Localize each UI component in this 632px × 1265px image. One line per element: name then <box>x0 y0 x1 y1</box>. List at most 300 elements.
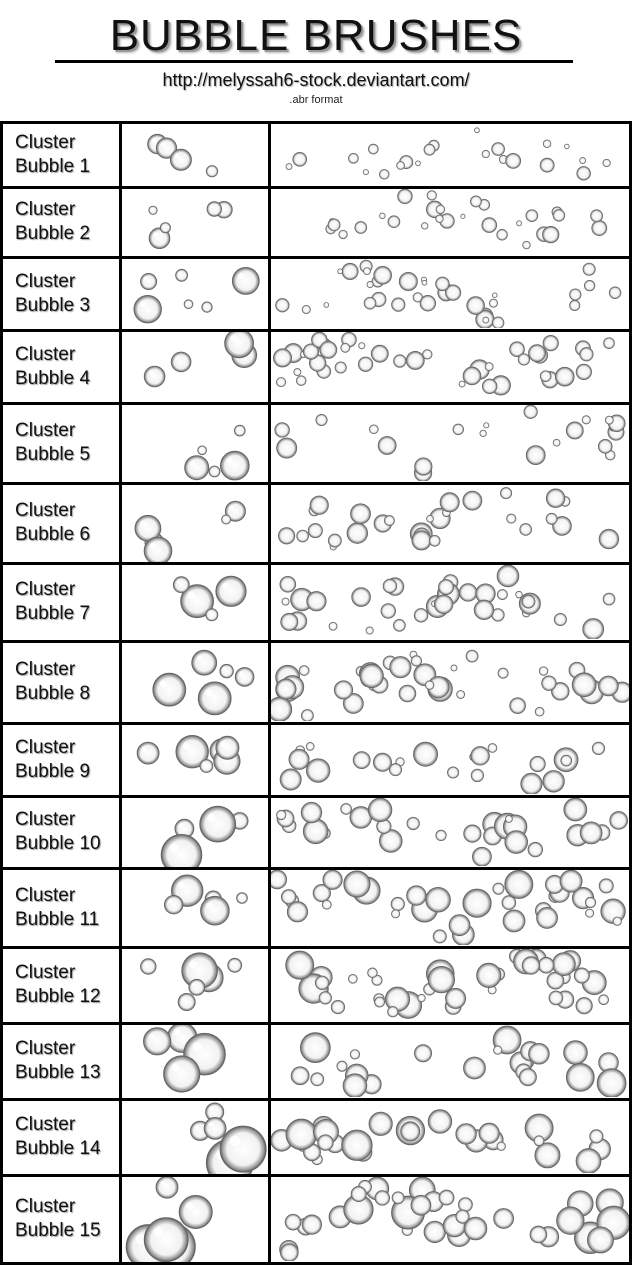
bubble <box>364 297 376 309</box>
bubble <box>528 344 545 361</box>
bubble <box>271 870 287 889</box>
brush-name-cell <box>2 868 121 947</box>
brush-preview-cell <box>121 947 270 1023</box>
bubble <box>472 847 491 866</box>
bubble-stroke-sample <box>271 798 629 867</box>
bubble <box>421 222 428 229</box>
brush-row <box>2 257 631 330</box>
bubble <box>488 743 497 752</box>
bubble <box>375 1190 390 1205</box>
bubble <box>471 746 490 765</box>
title-underline <box>55 60 573 63</box>
brush-name-cell <box>2 1175 121 1263</box>
bubble <box>216 736 239 759</box>
bubble <box>399 685 416 702</box>
bubble-highlight <box>224 516 226 518</box>
bubble-highlight <box>183 742 190 749</box>
brush-preview-cell <box>121 1099 270 1175</box>
bubble <box>287 901 307 921</box>
bubble-stroke-sample <box>271 643 629 722</box>
bubble-highlight <box>152 138 156 142</box>
bubble <box>517 220 522 225</box>
bubble <box>554 613 566 625</box>
bubble <box>359 342 365 348</box>
bubble-highlight <box>230 1135 240 1145</box>
bubble-highlight <box>150 542 156 548</box>
bubble <box>453 424 464 435</box>
brush-name-line2: Bubble 6 <box>15 524 91 545</box>
bubble <box>552 952 575 975</box>
bubble <box>425 681 434 690</box>
bubble <box>543 140 551 148</box>
bubble <box>368 798 392 822</box>
bubble-highlight <box>144 276 148 280</box>
brush-name-line2: Bubble 4 <box>15 367 91 389</box>
bubble-highlight <box>163 224 165 226</box>
bubble-highlight <box>192 982 196 986</box>
bubble <box>424 144 435 155</box>
bubble <box>342 1130 373 1161</box>
bubble <box>285 1214 301 1230</box>
bubble <box>463 889 491 917</box>
bubble <box>149 206 157 214</box>
brush-name-cell <box>2 187 121 257</box>
bubble-highlight <box>178 271 181 274</box>
bubble <box>164 895 183 914</box>
bubble <box>331 1000 345 1014</box>
bubble <box>590 1129 604 1143</box>
brush-stroke-sample-cell <box>270 563 631 641</box>
bubble <box>368 968 378 978</box>
bubble <box>522 595 535 608</box>
bubble <box>474 128 479 133</box>
bubble-highlight <box>188 591 195 598</box>
bubble <box>209 466 220 477</box>
bubble <box>276 377 285 386</box>
bubble <box>534 1135 544 1145</box>
bubble <box>497 589 507 599</box>
bubble <box>564 1040 588 1064</box>
bubble <box>436 205 445 214</box>
brush-preview-cell <box>121 257 270 330</box>
bubble <box>492 143 505 156</box>
bubble <box>179 1195 212 1228</box>
bubble-highlight <box>200 447 202 449</box>
bubble <box>302 305 310 313</box>
bubble <box>522 956 540 974</box>
brush-stroke-sample-cell <box>270 796 631 868</box>
bubble <box>599 529 619 549</box>
brush-name-line1: Cluster <box>15 343 76 365</box>
bubble <box>557 1207 585 1235</box>
bubble <box>449 914 470 935</box>
bubble-highlight <box>222 582 229 589</box>
brush-stroke-sample-cell <box>270 868 631 947</box>
bubble <box>436 215 444 223</box>
bubble <box>352 587 371 606</box>
bubble-cluster-preview <box>122 870 268 946</box>
bubble <box>160 222 170 232</box>
bubble-cluster-preview <box>122 725 268 795</box>
bubble <box>493 883 504 894</box>
bubble <box>477 963 501 987</box>
bubble-highlight <box>174 1029 181 1036</box>
bubble <box>524 405 538 419</box>
bubble <box>484 422 489 427</box>
bubble <box>342 263 358 279</box>
brush-name-cell <box>2 1099 121 1175</box>
bubble <box>497 1142 506 1151</box>
bubble <box>604 337 615 348</box>
bubble <box>566 422 583 439</box>
bubble <box>389 763 401 775</box>
bubble <box>447 767 458 778</box>
bubble <box>277 438 297 458</box>
file-format: .abr format <box>289 94 343 106</box>
bubble <box>570 300 580 310</box>
bubble <box>549 991 563 1005</box>
bubble <box>398 189 413 204</box>
brush-name-line1: Cluster <box>15 884 76 906</box>
bubble <box>343 1073 367 1097</box>
brush-stroke-sample-cell <box>270 257 631 330</box>
bubble-highlight <box>239 894 241 896</box>
brush-row <box>2 187 631 257</box>
bubble <box>466 650 478 662</box>
bubble <box>170 149 191 170</box>
bubble-cluster-preview <box>122 643 268 722</box>
bubble <box>540 370 551 381</box>
bubble <box>566 1063 594 1091</box>
bubble <box>324 302 329 307</box>
bubble <box>436 277 450 291</box>
bubble-highlight <box>179 823 183 827</box>
bubble-highlight <box>189 960 197 968</box>
bubble <box>394 354 407 367</box>
bubble <box>335 362 346 373</box>
brush-row <box>2 483 631 563</box>
bubble <box>348 153 358 163</box>
brush-preview-cell <box>121 187 270 257</box>
brush-stroke-sample-cell <box>270 483 631 563</box>
bubble <box>278 527 295 544</box>
bubble <box>286 1119 317 1150</box>
brush-name-line2: Bubble 8 <box>15 683 91 704</box>
bubble <box>192 650 217 675</box>
bubble <box>306 742 314 750</box>
bubble <box>598 676 618 696</box>
bubble <box>220 451 249 480</box>
brush-stroke-sample-cell <box>270 330 631 403</box>
bubble <box>206 608 218 620</box>
bubble-highlight <box>237 427 239 429</box>
bubble <box>334 680 352 698</box>
brush-row <box>2 1175 631 1263</box>
bubble <box>280 1243 298 1261</box>
brush-preview-cell <box>121 563 270 641</box>
brush-preview-cell <box>121 403 270 483</box>
bubble <box>530 1226 547 1243</box>
bubble <box>296 375 306 385</box>
bubble <box>497 229 508 240</box>
bubble <box>564 144 569 149</box>
bubble <box>538 957 554 973</box>
bubble <box>519 1068 536 1085</box>
brush-row <box>2 1023 631 1099</box>
bubble <box>498 668 508 678</box>
bubble <box>319 991 332 1004</box>
bubble <box>322 900 331 909</box>
brush-row <box>2 563 631 641</box>
bubble <box>570 289 582 301</box>
bubble <box>407 817 420 830</box>
bubble <box>415 458 433 476</box>
bubble <box>276 298 290 312</box>
bubble <box>426 887 451 912</box>
bubble-highlight <box>238 273 244 279</box>
bubble <box>489 299 497 307</box>
brush-name-line1: Cluster <box>15 1196 76 1217</box>
bubble <box>216 576 246 606</box>
bubble-stroke-sample <box>271 189 629 256</box>
bubble <box>580 822 602 844</box>
bubble <box>337 1061 347 1071</box>
brush-row <box>2 403 631 483</box>
bubble <box>397 161 405 169</box>
bubble <box>198 445 207 454</box>
bubble <box>291 1066 309 1084</box>
bubble-highlight <box>182 997 186 1001</box>
bubble <box>348 974 357 983</box>
bubble <box>457 690 465 698</box>
brush-name-line2: Bubble 10 <box>15 833 101 854</box>
bubble <box>366 627 373 634</box>
brush-name-line1: Cluster <box>15 420 76 441</box>
bubble-highlight <box>151 207 153 209</box>
bubble <box>353 751 370 768</box>
bubble <box>493 1045 502 1054</box>
bubble <box>583 618 604 639</box>
bubble <box>369 1112 392 1135</box>
bubble-highlight <box>231 961 234 964</box>
bubble-highlight <box>161 142 165 146</box>
bubble <box>379 213 385 219</box>
bubble-stroke-sample <box>271 332 629 402</box>
bubble <box>500 487 511 498</box>
bubble <box>539 666 548 675</box>
bubble <box>198 681 231 714</box>
bubble <box>528 842 543 857</box>
bubble <box>344 871 370 897</box>
bubble <box>315 976 329 990</box>
bubble <box>358 357 373 372</box>
bubble <box>438 579 453 594</box>
bubble <box>546 513 557 524</box>
bubble <box>390 656 411 677</box>
bubble <box>412 530 431 549</box>
bubble <box>406 351 424 369</box>
bubble-highlight <box>209 1122 214 1127</box>
bubble-stroke-sample <box>271 870 629 946</box>
bubble <box>445 988 465 1008</box>
bubble <box>164 1055 200 1091</box>
bubble-highlight <box>205 689 212 696</box>
brush-stroke-sample-cell <box>270 124 631 187</box>
brush-name-line2: Bubble 14 <box>15 1138 101 1159</box>
bubble-stroke-sample <box>271 405 629 482</box>
bubble <box>603 593 615 605</box>
brush-name-cell <box>2 124 121 187</box>
bubble <box>350 1049 360 1059</box>
bubble <box>613 917 622 926</box>
bubble <box>521 773 542 794</box>
bubble-highlight <box>161 1180 166 1185</box>
bubble <box>414 1044 431 1061</box>
bubble <box>507 514 516 523</box>
bubble <box>564 798 587 821</box>
bubble <box>310 496 328 514</box>
brush-name-line1: Cluster <box>15 131 76 153</box>
brush-table <box>0 124 632 1265</box>
bubble <box>609 287 621 299</box>
bubble <box>599 878 613 892</box>
bubble <box>363 267 370 274</box>
bubble-cluster-preview <box>122 565 268 640</box>
bubble <box>222 514 231 523</box>
bubble <box>275 422 290 437</box>
bubble <box>161 834 202 867</box>
bubble <box>360 664 384 688</box>
bubble-highlight <box>178 881 185 888</box>
bubble <box>204 1117 226 1139</box>
bubble <box>318 1134 334 1150</box>
brush-name-line1: Cluster <box>15 659 76 680</box>
bubble <box>173 576 189 592</box>
bubble-highlight <box>227 457 233 463</box>
brush-stroke-sample-cell <box>270 947 631 1023</box>
bubble <box>388 215 400 227</box>
brush-name-line2: Bubble 2 <box>15 223 91 244</box>
brush-name-cell <box>2 483 121 563</box>
bubble <box>293 152 307 166</box>
bubble-cluster-preview <box>122 1025 268 1098</box>
brush-name-cell <box>2 403 121 483</box>
brush-stroke-sample-cell <box>270 187 631 257</box>
bubble <box>306 758 330 782</box>
bubble-stroke-sample <box>271 949 629 1022</box>
bubble-highlight <box>144 962 147 965</box>
brush-row <box>2 124 631 187</box>
brush-preview-cell <box>121 330 270 403</box>
bubble <box>440 492 459 511</box>
bubble <box>141 273 157 289</box>
bubble <box>467 296 485 314</box>
bubble <box>189 979 205 995</box>
bubble <box>144 366 165 387</box>
bubble-highlight <box>197 655 203 661</box>
bubble <box>561 755 572 766</box>
bubble-highlight <box>154 232 159 237</box>
brush-name-cell <box>2 330 121 403</box>
brush-name-line2: Bubble 5 <box>15 444 91 465</box>
bubble-highlight <box>154 1227 164 1237</box>
bubble <box>316 414 327 425</box>
bubble <box>373 753 391 771</box>
brush-name-line2: Bubble 11 <box>15 908 100 930</box>
bubble <box>506 153 521 168</box>
brush-name-line2: Bubble 1 <box>15 155 91 177</box>
brush-name-line1: Cluster <box>15 270 76 292</box>
bubble <box>144 537 172 562</box>
bubble-highlight <box>177 580 181 584</box>
brush-name-line1: Cluster <box>15 1114 76 1135</box>
bubble-stroke-sample <box>271 259 629 329</box>
bubble <box>297 530 309 542</box>
bubble-cluster-preview <box>122 1101 268 1174</box>
bubble <box>470 196 481 207</box>
bubble <box>347 523 368 544</box>
bubble-highlight <box>195 1125 199 1129</box>
bubble-highlight <box>142 746 147 751</box>
brush-preview-cell <box>121 483 270 563</box>
bubble <box>350 503 370 523</box>
bubble-cluster-preview <box>122 485 268 562</box>
bubble <box>420 295 436 311</box>
bubble <box>553 209 565 221</box>
bubble <box>384 515 394 525</box>
brush-name-line1: Cluster <box>15 962 76 983</box>
bubble <box>518 353 530 365</box>
bubble <box>392 298 406 312</box>
bubble <box>592 220 607 235</box>
bubble <box>543 335 559 351</box>
bubble-stroke-sample <box>271 1177 629 1262</box>
bubble <box>141 958 157 974</box>
bubble <box>232 267 259 294</box>
brush-stroke-sample-cell <box>270 403 631 483</box>
brush-preview-cell <box>121 1175 270 1263</box>
bubble <box>415 161 420 166</box>
bubble <box>276 810 286 820</box>
bubble <box>480 430 487 437</box>
bubble <box>439 1190 454 1205</box>
bubble <box>307 591 326 610</box>
bubble <box>341 343 350 352</box>
bubble-highlight <box>239 671 243 675</box>
bubble <box>341 803 352 814</box>
page-title: BUBBLE BRUSHES <box>109 11 523 60</box>
brush-name-line2: Bubble 3 <box>15 294 91 316</box>
bubble <box>433 929 446 942</box>
bubble <box>584 280 595 291</box>
bubble <box>461 214 465 218</box>
bubble-stroke-sample <box>271 725 629 795</box>
bubble-highlight <box>171 1063 179 1071</box>
bubble-cluster-preview <box>122 798 268 867</box>
brush-stroke-sample-cell <box>270 1099 631 1175</box>
bubble <box>407 885 427 905</box>
bubble <box>328 219 340 231</box>
bubble <box>599 994 609 1004</box>
bubble <box>523 241 531 249</box>
brush-stroke-sample-cell <box>270 641 631 723</box>
bubble-stroke-sample <box>271 1101 629 1174</box>
brush-name-cell <box>2 947 121 1023</box>
bubble-highlight <box>211 468 213 470</box>
bubble-cluster-preview <box>122 259 268 329</box>
bubble <box>474 600 494 620</box>
bubble-highlight <box>230 505 234 509</box>
